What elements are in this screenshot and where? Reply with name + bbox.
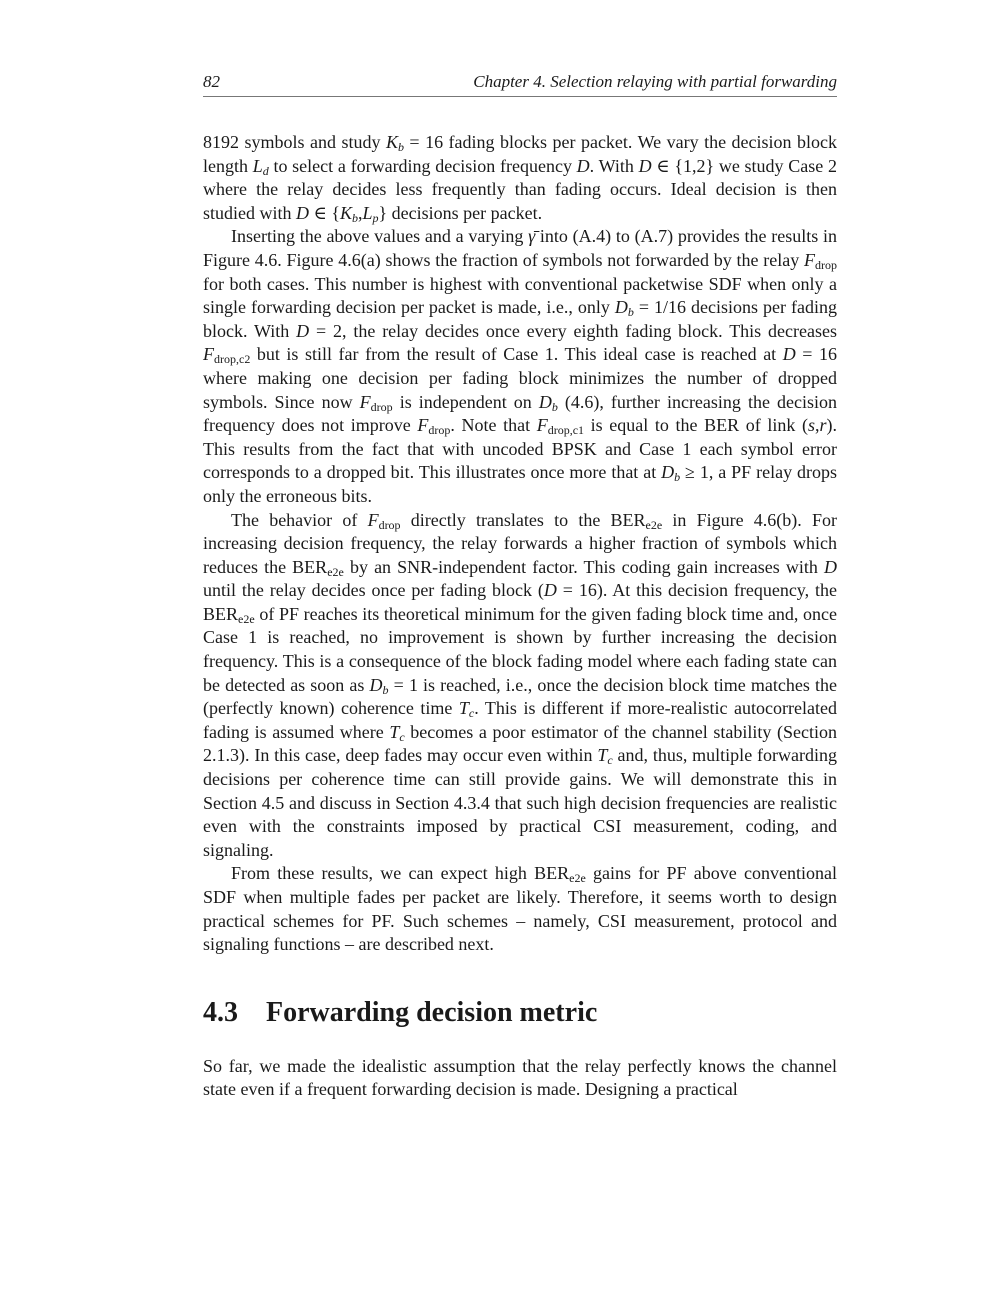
text-run: F: [359, 391, 371, 412]
text-run: T: [597, 745, 608, 766]
section-title: Forwarding decision metric: [266, 996, 598, 1028]
text-run: D: [369, 674, 383, 695]
text-run: drop: [378, 517, 401, 532]
text-run: D: [538, 391, 552, 412]
text-run: b: [382, 682, 389, 697]
text-run: } decisions per packet.: [378, 202, 543, 223]
page: [203, 70, 837, 1102]
text-run: e2e: [327, 564, 344, 579]
text-run: F: [203, 344, 214, 365]
text-run: . With: [589, 155, 639, 176]
text-run: T: [389, 721, 400, 742]
text-run: until the relay decides once per fading block (: [203, 580, 544, 601]
running-header: [203, 70, 837, 97]
text-run: . Note that: [450, 415, 537, 436]
text-run: for both cases. This number is highest with conventional packetwise SDF when only a single forwarding decision per packet is made, i.e., only: [203, 273, 837, 318]
text-run: = 1/16 decisions per fading block. With: [203, 297, 837, 341]
paragraph-4: [203, 862, 837, 956]
text-run: D: [638, 155, 652, 176]
paragraph-5: [203, 1055, 837, 1102]
text-run: D: [782, 344, 796, 365]
text-run: s: [807, 415, 815, 436]
text-run: γ̄: [528, 226, 536, 247]
text-run: gains for PF above conventional SDF when multiple fades per packet are likely. Therefore, it seems worth to design practical schemes for PF. Such schemes – namely, CSI measurement, protocol and signaling functions – are described next.: [203, 863, 837, 955]
text-run: D: [296, 202, 309, 223]
text-run: by an SNR-independent factor. This coding gain increases with: [343, 556, 824, 577]
text-run: From these results, we can expect high BER: [231, 863, 570, 884]
text-run: D: [296, 320, 310, 341]
text-run: = 1 is reached, i.e., once the decision block time matches the (perfectly known) coherence time: [203, 674, 837, 719]
text-run: (4.6), further increasing the decision frequency does not improve: [203, 391, 837, 436]
text-run: drop,c2: [214, 352, 251, 367]
text-run: 8192 symbols and study: [203, 132, 386, 152]
text-run: F: [417, 415, 429, 436]
text-run: D: [614, 297, 628, 318]
text-run: D: [661, 462, 675, 483]
text-run: ∈ {: [309, 202, 340, 223]
text-run: K: [339, 202, 352, 223]
text-run: and, thus, multiple forwarding decisions per coherence time can still provide gains. We will demonstrate this in Section 4.5 and discuss in Section 4.3.4 that such high decision frequencies are realistic even with the constraints imposed by practical CSI measurement, coding, and signaling.: [203, 745, 837, 860]
text-run: = 16). At this decision frequency, the BER: [203, 580, 838, 624]
text-run: e2e: [645, 517, 663, 532]
text-run: becomes a poor estimator of the channel stability (Section 2.1.3). In this case, deep fades may occur even within: [203, 721, 837, 766]
text-run: b: [627, 305, 634, 320]
text-run: drop: [815, 257, 837, 272]
text-run: ). This results from the fact that with uncoded BPSK and Case 1 each symbol error corresponds to a dropped bit. This illustrates once more that at: [203, 415, 837, 483]
text-run: b: [351, 210, 358, 225]
text-run: . This is different if more-realistic autocorrelated fading is assumed where: [203, 698, 837, 742]
text-run: ,: [814, 415, 820, 436]
text-run: L: [362, 202, 373, 223]
text-run: in Figure 4.6(b). For increasing decision frequency, the relay forwards a higher fraction of symbols which reduces the BER: [203, 509, 837, 577]
text-run: but is still far from the result of Case 1. This ideal case is reached at: [250, 344, 783, 365]
text-run: e2e: [238, 611, 255, 626]
text-run: of PF reaches its theoretical minimum for the given fading block time and, once Case 1 is reached, no improvement is shown by further increasing the decision frequency. This is a consequence of the block fading model where each fading state can be detected as soon as: [203, 603, 837, 695]
text-run: drop,c1: [547, 423, 585, 438]
text-run: L: [252, 155, 263, 176]
text-run: is independent on: [392, 391, 539, 412]
section-heading: [203, 997, 837, 1029]
page-number: 82: [203, 72, 220, 91]
text-run: = 2, the relay decides once every eighth fading block. This decreases: [309, 320, 837, 341]
text-run: = 16 where making one decision per fading block minimizes the number of dropped symbols. Since now: [203, 344, 837, 412]
paragraph-2: [203, 225, 837, 508]
text-run: Inserting the above values and a varying: [231, 226, 529, 247]
text-run: F: [804, 249, 815, 270]
paragraph-3: [203, 509, 837, 863]
text-run: directly translates to the BER: [400, 509, 646, 530]
section-number: 4.3: [203, 996, 238, 1028]
text-run: b: [551, 399, 558, 414]
text-run: = 16 fading blocks per packet. We vary the decision block length: [203, 132, 837, 176]
text-run: F: [367, 509, 379, 530]
text-run: K: [385, 132, 398, 152]
text-run: c: [607, 753, 613, 768]
text-run: The behavior of: [231, 509, 368, 530]
text-run: p: [372, 210, 379, 225]
text-run: D: [576, 155, 590, 176]
text-run: So far, we made the idealistic assumption that the relay perfectly knows the channel state even if a frequent forwarding decision is made. Designing a practical: [203, 1055, 837, 1100]
text-run: T: [458, 698, 469, 719]
chapter-title: Chapter 4. Selection relaying with partial forwarding: [473, 72, 837, 91]
text-run: ,: [357, 202, 363, 223]
text-run: r: [819, 415, 827, 436]
text-run: F: [536, 415, 548, 436]
text-run: b: [397, 140, 404, 154]
text-run: is equal to the BER of link (: [584, 415, 808, 436]
text-run: ∈ {1,2} we study Case 2 where the relay decides less frequently than fading occurs. Ideal decision is then studied with: [203, 155, 837, 223]
text-run: to select a forwarding decision frequency: [268, 155, 577, 176]
text-run: c: [399, 729, 405, 744]
text-run: D: [543, 580, 557, 601]
text-run: into (A.4) to (A.7) provides the results in Figure 4.6. Figure 4.6(a) shows the fraction of symbols not forwarded by the relay: [203, 226, 838, 270]
text-run: drop: [428, 423, 451, 438]
text-run: ≥ 1, a PF relay drops only the erroneous bits.: [203, 462, 837, 506]
text-run: D: [824, 556, 837, 577]
text-run: b: [674, 470, 681, 485]
text-run: drop: [370, 399, 393, 414]
text-run: d: [262, 163, 269, 178]
text-run: c: [468, 706, 475, 721]
paragraph-1: [203, 131, 837, 225]
text-run: e2e: [569, 871, 586, 886]
